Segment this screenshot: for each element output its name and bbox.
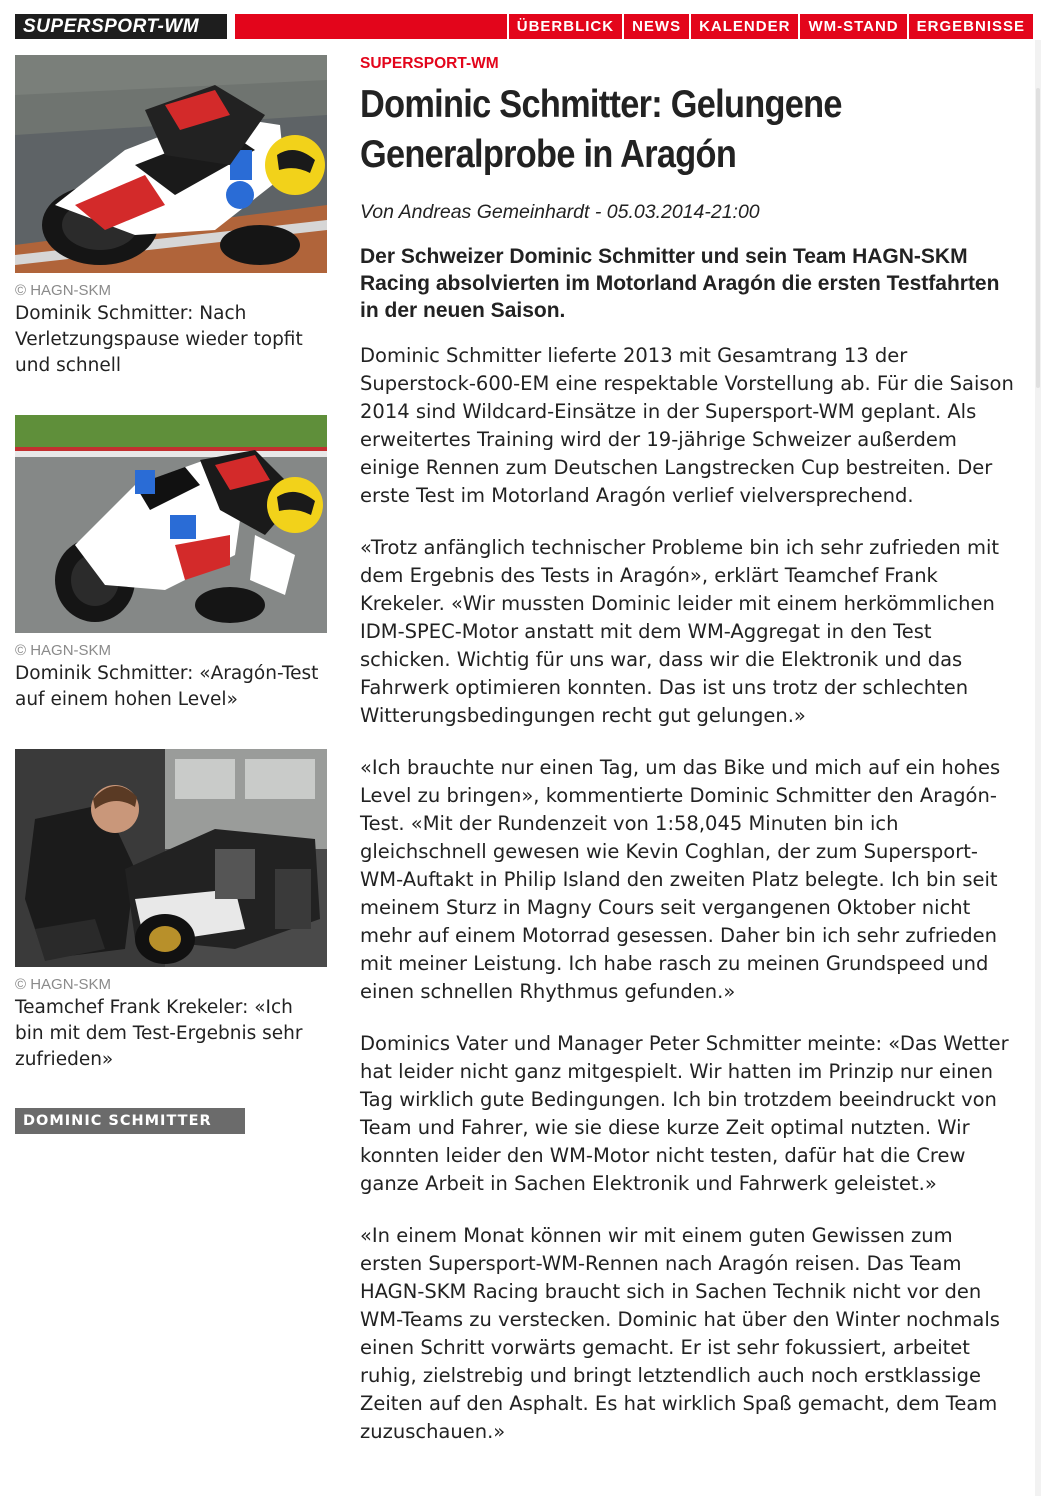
photo-figure xyxy=(15,55,327,379)
nav-ueberblick[interactable]: ÜBERBLICK xyxy=(507,14,622,39)
photo-caption: Teamchef Frank Krekeler: «Ich bin mit dem Test-Ergebnis sehr zufrieden» xyxy=(15,997,303,1070)
article xyxy=(360,54,1020,1446)
photo-caption: Dominik Schmitter: Nach Verletzungspause wieder topfit und schnell xyxy=(15,303,303,376)
photo-figure xyxy=(15,415,327,713)
site-header xyxy=(15,14,1033,39)
page-scrollbar[interactable] xyxy=(1035,40,1041,1496)
article-headline: Dominic Schmitter: Gelungene Generalprobe in Aragón xyxy=(360,83,842,176)
scrollbar-thumb[interactable] xyxy=(1036,88,1040,388)
article-paragraph: Dominic Schmitter lieferte 2013 mit Gesamtrang 13 der Superstock-600-EM eine respektable Vorstellung ab. Für die Saison 2014 sind Wildcard-Einsätze in der Supersport-WM geplant. Als erweitertes Training wird der 19-jährige Schweizer außerdem einige Rennen zum Deutschen Langstrecken Cup bestreiten. Der erste Test im Motorland Aragón verlief vielversprechend. xyxy=(360,344,1014,507)
race-photo-1[interactable] xyxy=(15,55,327,273)
photo-credit: © HAGN-SKM xyxy=(15,976,112,993)
nav-news[interactable]: NEWS xyxy=(622,14,689,39)
photo-figure xyxy=(15,749,327,1073)
nav-ergebnisse[interactable]: ERGEBNISSE xyxy=(907,14,1033,39)
photo-credit: © HAGN-SKM xyxy=(15,282,112,299)
article-paragraph: «In einem Monat können wir mit einem guten Gewissen zum ersten Supersport-WM-Rennen nach Aragón reisen. Das Team HAGN-SKM Racing braucht sich in Sachen Technik nicht vor den WM-Teams zu verstecken. Dominic hat über den Winter nochmals einen Schritt vorwärts gemacht. Er ist sehr fokussiert, arbeitet ruhig, zielstrebig und bringt letztendlich auch noch erstklassige Zeiten auf den Asphalt. Es hat wirklich Spaß gemacht, dem Team zuzuschauen.» xyxy=(360,1224,1000,1443)
article-paragraph: «Trotz anfänglich technischer Probleme bin ich sehr zufrieden mit dem Ergebnis des Tests in Aragón», erklärt Teamchef Frank Krekeler. «Wir mussten Dominic leider mit einem herkömmlichen IDM-SPEC-Motor anstatt mit dem WM-Aggregat in den Test schicken. Wichtig für uns war, dass wir die Elektronik und das Fahrwerk optimieren konnten. Das ist uns trotz der schlechten Witterungsbedingungen recht gut gelungen.» xyxy=(360,536,1000,727)
nav-wm-stand[interactable]: WM-STAND xyxy=(798,14,906,39)
photo-caption: Dominik Schmitter: «Aragón-Test auf einem hohen Level» xyxy=(15,663,319,710)
photo-credit: © HAGN-SKM xyxy=(15,642,112,659)
garage-photo[interactable] xyxy=(15,749,327,967)
article-paragraph: Dominics Vater und Manager Peter Schmitter meinte: «Das Wetter hat leider nicht ganz mitgespielt. Wir hatten im Prinzip nur einen Tag wirklich gute Bedingungen. Ich bin trotzdem beeindruckt von Team und Fahrer, wie sie diese kurze Zeit optimal nutzten. Wir konnten leider den WM-Motor nicht testen, dafür hat die Crew ganze Arbeit in Sachen Elektronik und Fahrwerk geleistet.» xyxy=(360,1032,1009,1195)
section-brand-logo[interactable]: SUPERSPORT-WM xyxy=(15,14,227,39)
article-paragraph: «Ich brauchte nur einen Tag, um das Bike und mich auf ein hohes Level zu bringen», kommentierte Dominic Schmitter den Aragón-Test. «Mit der Rundenzeit von 1:58,045 Minuten bin ich gleichschnell gewesen wie Kevin Coghlan, der zum Supersport-WM-Auftakt in Philip Island den zweiten Platz belegte. Ich bin seit meinem Sturz in Magny Cours seit vergangenen Oktober nicht mehr auf einem Motorrad gesessen. Daher bin ich sehr zufrieden mit meiner Leistung. Ich habe rasch zu meinen Grundspeed und einen schnellen Rhythmus gefunden.» xyxy=(360,756,1001,1003)
article-kicker[interactable]: SUPERSPORT-WM xyxy=(360,55,499,72)
main-nav xyxy=(507,14,1033,39)
nav-kalender[interactable]: KALENDER xyxy=(689,14,798,39)
article-lead: Der Schweizer Dominic Schmitter und sein Team HAGN-SKM Racing absolvierten im Motorland Aragón die ersten Testfahrten in der neuen Saison. xyxy=(360,245,1000,322)
article-byline: Von Andreas Gemeinhardt - 05.03.2014-21:00 xyxy=(360,201,760,223)
topic-tag-dominic-schmitter[interactable]: DOMINIC SCHMITTER xyxy=(15,1108,245,1134)
race-photo-2[interactable] xyxy=(15,415,327,633)
photo-sidebar xyxy=(15,55,327,1134)
